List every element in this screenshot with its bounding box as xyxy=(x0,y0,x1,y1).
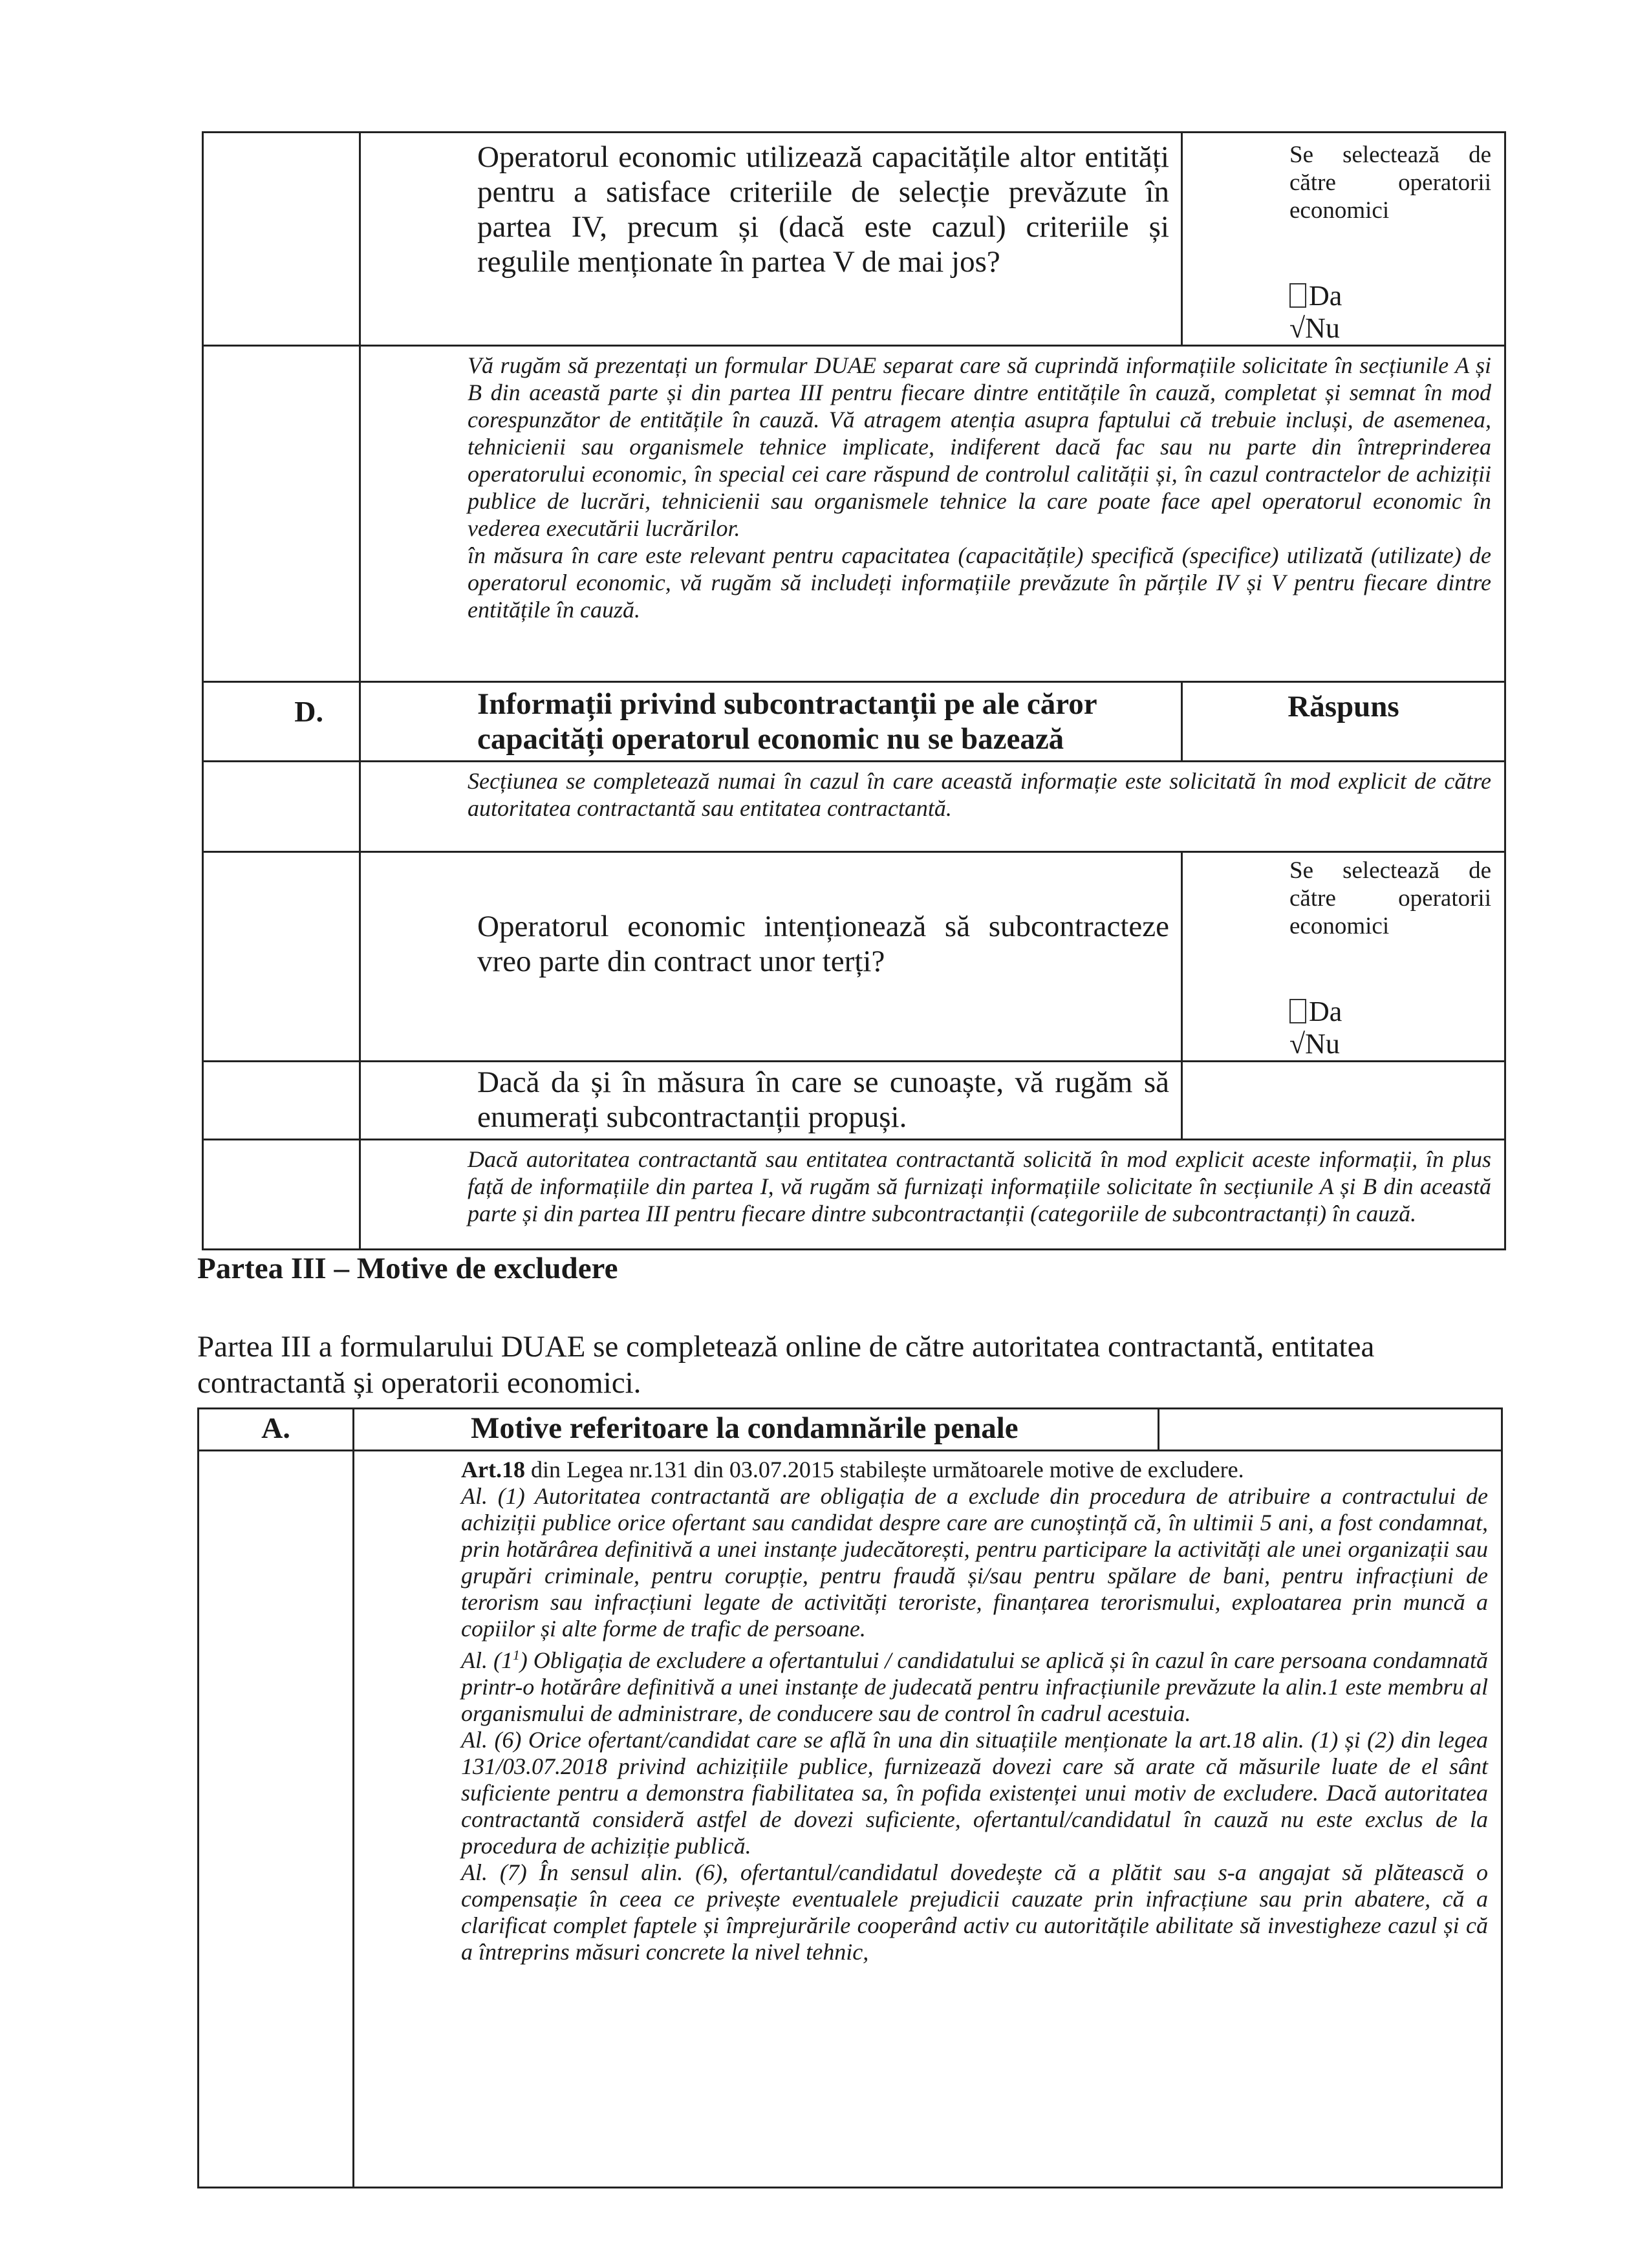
row-letter-cell xyxy=(203,762,360,852)
table-row-a-legal-text xyxy=(199,1451,1502,2188)
option-da[interactable]: Da xyxy=(1289,280,1491,312)
checkmark-icon: √ xyxy=(1289,1028,1306,1060)
table-row-d-intro xyxy=(203,762,1505,852)
section-letter-a: A. xyxy=(199,1409,354,1451)
followup-answer-field[interactable] xyxy=(1182,1062,1505,1140)
section-a-answer-header xyxy=(1159,1409,1502,1451)
checkmark-icon: √ xyxy=(1289,312,1306,344)
answer-cell-d xyxy=(1182,852,1505,1062)
part-iii-intro: Partea III a formularului DUAE se completează online de către autoritatea contractantă, entitatea contractantă și operatorii economici. xyxy=(197,1330,1375,1400)
checkbox-empty-icon[interactable] xyxy=(1289,999,1306,1023)
option-da[interactable]: Da xyxy=(1289,996,1491,1028)
duae-table-part-iii xyxy=(197,1407,1503,2188)
row-letter-cell xyxy=(199,1451,354,2188)
answer-header: Răspuns xyxy=(1182,682,1505,762)
table-row-a-header xyxy=(199,1409,1502,1451)
answer-cell-c xyxy=(1182,133,1505,346)
table-row-c-question xyxy=(203,133,1505,346)
note-cell-c xyxy=(360,346,1505,682)
section-letter-d: D. xyxy=(203,682,360,762)
row-letter-cell xyxy=(203,133,360,346)
legal-text-cell xyxy=(354,1451,1502,2188)
table-row-d-followup xyxy=(203,1062,1505,1140)
section-a-title: Motive referitoare la condamnările penale xyxy=(354,1409,1159,1451)
paragraph-al-1: Al. (1) Autoritatea contractantă are obligația de a exclude din procedura de atribuire a contractului de achiziții publice orice ofertant sau candidat despre care are cunoștință că, în ultimii 5 ani, a fost condamnat, prin hotărârea definitivă a unei instanțe judecătorești, pentru participare la activități ale unei organizații sau grupări criminale, pentru corupție, pentru fraudă și/sau pentru spălare de bani, pentru infracțiuni de terorism sau infracțiuni legate de activități teroriste, finanțarea terorismului, exploatarea prin muncă a copiilor și alte forme de trafic de persoane. xyxy=(461,1483,1488,1642)
section-d-intro-note: Secțiunea se completează numai în cazul în care această informație este solicitată în mod explicit de către autoritatea contractantă sau entitatea contractantă. xyxy=(360,762,1505,852)
checkbox-empty-icon[interactable] xyxy=(1289,283,1306,308)
question-c-reliance: Operatorul economic utilizează capacitățile altor entități pentru a satisface criteriile de selecție prevăzute în partea IV, precum și (dacă este cazul) criteriile și regulile menționate în partea V de mai jos? xyxy=(360,133,1182,346)
table-row-d-closing xyxy=(203,1140,1505,1250)
row-letter-cell xyxy=(203,1062,360,1140)
option-nu[interactable]: √Nu xyxy=(1289,312,1340,344)
table-row-d-question xyxy=(203,852,1505,1062)
note-separate-duae: Vă rugăm să prezentați un formular DUAE separat care să cuprindă informațiile solicitate în secțiunile A și B din această parte și din partea III pentru fiecare dintre entitățile în cauză, completat și semnat în mod corespunzător de entitățile în cauză. Vă atragem atenția asupra faptului că trebuie incluși, de asemenea, tehnicienii sau organismele tehnice implicate, indiferent dacă fac sau nu parte din întreprinderea operatorului economic, în special cei care răspund de controlul calității și, în cazul contractelor de achiziții publice de lucrări, tehnicienii sau organismele tehnice la care poate face apel operatorul economic în vederea executării lucrărilor. xyxy=(468,352,1491,541)
table-row-c-note xyxy=(203,346,1505,682)
answer-hint: Se selectează de către operatorii economici xyxy=(1289,142,1491,224)
section-d-title: Informații privind subcontractanții pe ale căror capacități operatorul economic nu se bazează xyxy=(360,682,1182,762)
answer-hint: Se selectează de către operatorii economici xyxy=(1289,857,1491,939)
section-d-closing-note: Dacă autoritatea contractantă sau entitatea contractantă solicită în mod explicit aceste informații, în plus față de informațiile din partea I, vă rugăm să furnizați informațiile solicitate în secțiunile A și B din această parte și din partea III pentru fiecare dintre subcontractanții (categoriile de subcontractanți) în cauză. xyxy=(360,1140,1505,1250)
followup-subcontractors: Dacă da și în măsura în care se cunoaște, vă rugăm să enumerați subcontractanții propuși. xyxy=(360,1062,1182,1140)
paragraph-al-6: Al. (6) Orice ofertant/candidat care se află în una din situațiile menționate la art.18 alin. (1) și (2) din legea 131/03.07.2018 privind achizițiile publice, furnizează dovezi care să arate că măsurile luate de el sânt suficiente pentru a demonstra fiabilitatea sa, în pofida existenței unui motiv de excludere. Dacă autoritatea contractantă consideră astfel de dovezi suficiente, ofertantul/candidatul în cauză nu este exclus de la procedura de achiziție publică. xyxy=(461,1727,1488,1859)
note-parts-iv-v: în măsura în care este relevant pentru capacitatea (capacitățile) specifică (specifice) utilizată (utilizate) de operatorul economic, vă rugăm să includeți informațiile prevăzute în părțile IV și V pentru fiecare dintre entitățile în cauză. xyxy=(468,542,1491,623)
row-letter-cell xyxy=(203,852,360,1062)
article-18-intro: Art.18 din Legea nr.131 din 03.07.2015 stabilește următoarele motive de excludere. xyxy=(461,1457,1244,1482)
row-letter-cell xyxy=(203,346,360,682)
row-letter-cell xyxy=(203,1140,360,1250)
option-nu[interactable]: √Nu xyxy=(1289,1028,1340,1060)
paragraph-al-1-1: Al. $(1^1)$ Obligația de excludere a ofertantului / candidatului se aplică și în cazul în care persoana condamnată printr-o hotărâre definitivă a unei instanțe de judecată pentru infracțiunile prevăzute la alin.1 este membru al organismului de administrare, de conducere sau de control în cadrul acestuia. xyxy=(461,1647,1488,1726)
table-row-d-header xyxy=(203,682,1505,762)
paragraph-al-7: Al. (7) În sensul alin. (6), ofertantul/candidatul dovedește că a plătit sau s-a angajat să plătească o compensație în ceea ce privește eventualele prejudicii cauzate prin infracțiune sau prin abatere, că a clarificat complet faptele și împrejurările cooperând activ cu autoritățile abilitate să investigheze cazul și că a întreprins măsuri concrete la nivel tehnic, xyxy=(461,1859,1488,1965)
duae-table-part-ii xyxy=(202,131,1506,1250)
question-d-subcontract: Operatorul economic intenționează să subcontracteze vreo parte din contract unor terți? xyxy=(360,852,1182,1062)
part-iii-heading: Partea III – Motive de excludere xyxy=(197,1252,618,1285)
